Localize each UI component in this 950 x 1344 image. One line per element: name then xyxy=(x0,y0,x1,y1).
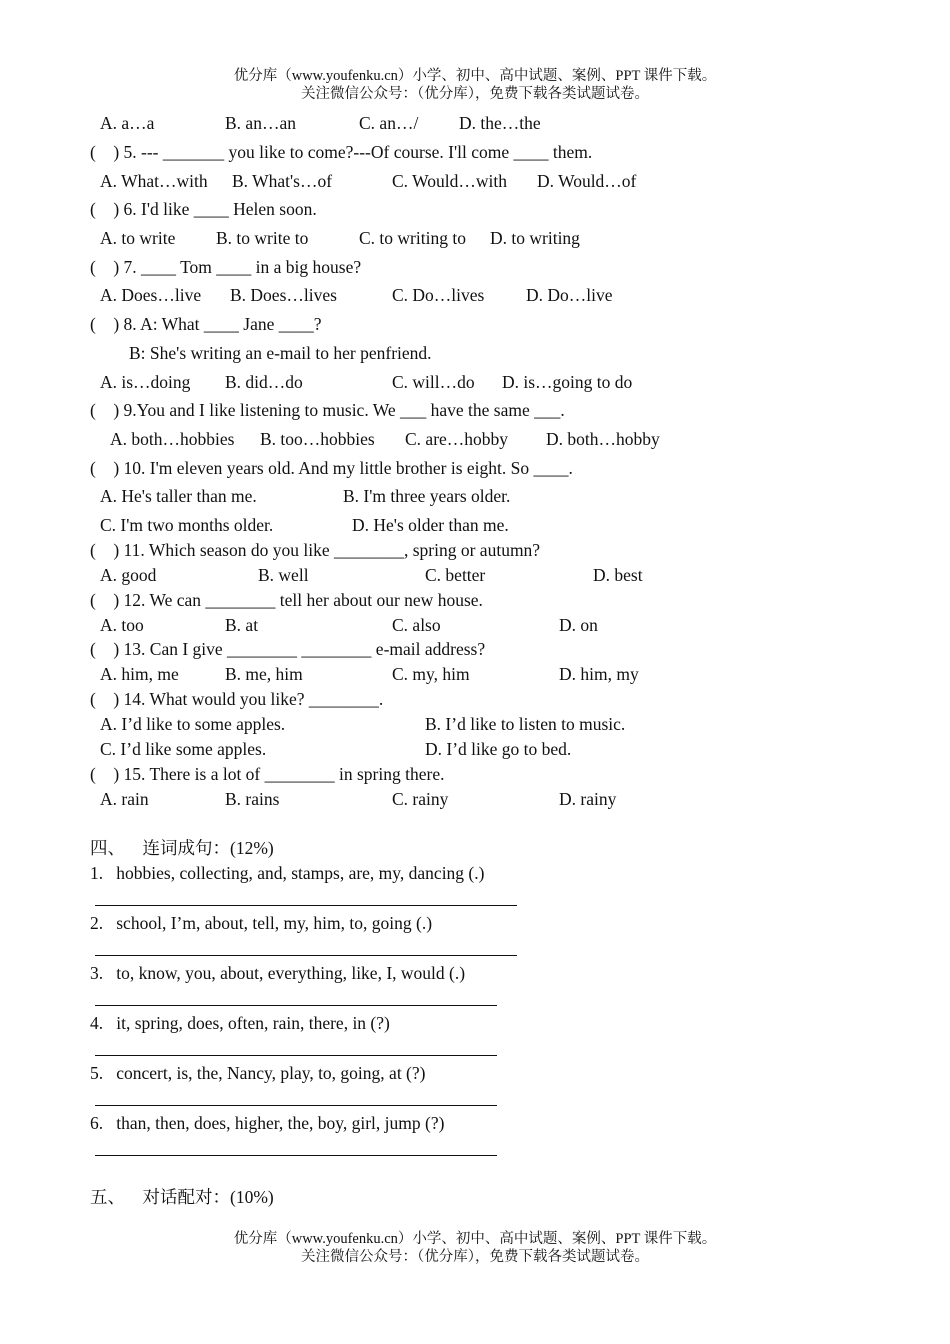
q7-option-d: D. Do…live xyxy=(526,285,613,305)
q7-option-c: C. Do…lives xyxy=(392,285,485,305)
q12-option-b: B. at xyxy=(225,615,259,635)
q4-option-c: C. an…/ xyxy=(359,113,419,133)
section4-item-6: 6. than, then, does, higher, the, boy, girl, jump (?) xyxy=(90,1113,445,1133)
footer-line-2: 关注微信公众号：（优分库），免费下载各类试题试卷。 xyxy=(301,1249,649,1265)
section4-item-1: 1. hobbies, collecting, and, stamps, are, my, dancing (.) xyxy=(90,863,485,883)
q15-stem: ( ) 15. There is a lot of ________ in spring there. xyxy=(90,764,445,784)
q9-stem: ( ) 9.You and I like listening to music. We ___ have the same ___. xyxy=(90,400,565,420)
q11-option-d: D. best xyxy=(593,565,643,585)
q14-option-b: B. I’d like to listen to music. xyxy=(425,714,626,734)
q11-stem: ( ) 11. Which season do you like ________, spring or autumn? xyxy=(90,540,541,560)
q8-option-c: C. will…do xyxy=(392,372,475,392)
q8-option-b: B. did…do xyxy=(225,372,303,392)
q8-option-a: A. is…doing xyxy=(100,372,191,392)
q7-option-a: A. Does…live xyxy=(100,285,202,305)
q15-option-a: A. rain xyxy=(100,789,149,809)
header-line-1: 优分库（www.youfenku.cn）小学、初中、高中试题、案例、PPT 课件下载。 xyxy=(233,68,717,84)
q9-option-d: D. both…hobby xyxy=(546,429,660,449)
q5-option-a: A. What…with xyxy=(100,171,208,191)
q9-option-b: B. too…hobbies xyxy=(260,429,375,449)
q13-option-d: D. him, my xyxy=(559,664,639,684)
q13-option-c: C. my, him xyxy=(392,664,470,684)
footer-line-1: 优分库（www.youfenku.cn）小学、初中、高中试题、案例、PPT 课件下载。 xyxy=(233,1231,717,1247)
q6-option-c: C. to writing to xyxy=(359,228,466,248)
q6-option-b: B. to write to xyxy=(216,228,309,248)
section4-item-5: 5. concert, is, the, Nancy, play, to, going, at (?) xyxy=(90,1063,426,1083)
q5-option-d: D. Would…of xyxy=(537,171,637,191)
q13-stem: ( ) 13. Can I give ________ ________ e-mail address? xyxy=(90,639,486,659)
q5-stem: ( ) 5. --- _______ you like to come?---Of course. I'll come ____ them. xyxy=(90,142,593,162)
q12-option-d: D. on xyxy=(559,615,598,635)
q10-option-a: A. He's taller than me. xyxy=(100,486,257,506)
q10-option-b: B. I'm three years older. xyxy=(343,486,511,506)
answer-line-6[interactable] xyxy=(95,1155,497,1156)
q14-option-d: D. I’d like go to bed. xyxy=(425,739,572,759)
q5-option-b: B. What's…of xyxy=(232,171,333,191)
q7-stem: ( ) 7. ____ Tom ____ in a big house? xyxy=(90,257,362,277)
header-line-2: 关注微信公众号：（优分库），免费下载各类试题试卷。 xyxy=(301,86,649,102)
q13-option-b: B. me, him xyxy=(225,664,303,684)
section4-heading: 四、 连词成句：(12%) xyxy=(90,838,274,858)
q7-option-b: B. Does…lives xyxy=(230,285,337,305)
q11-option-b: B. well xyxy=(258,565,309,585)
q10-option-c: C. I'm two months older. xyxy=(100,515,274,535)
section5-heading: 五、 对话配对：(10%) xyxy=(90,1187,274,1207)
q11-option-a: A. good xyxy=(100,565,157,585)
answer-line-5[interactable] xyxy=(95,1105,497,1106)
section4-item-3: 3. to, know, you, about, everything, like, I, would (.) xyxy=(90,963,466,983)
q10-stem: ( ) 10. I'm eleven years old. And my little brother is eight. So ____. xyxy=(90,458,573,478)
q12-stem: ( ) 12. We can ________ tell her about our new house. xyxy=(90,590,483,610)
q13-option-a: A. him, me xyxy=(100,664,179,684)
q6-option-d: D. to writing xyxy=(490,228,580,248)
answer-line-3[interactable] xyxy=(95,1005,497,1006)
answer-line-1[interactable] xyxy=(95,905,517,906)
q15-option-b: B. rains xyxy=(225,789,280,809)
q15-option-d: D. rainy xyxy=(559,789,617,809)
q11-option-c: C. better xyxy=(425,565,486,585)
section4-item-2: 2. school, I’m, about, tell, my, him, to, going (.) xyxy=(90,913,433,933)
q14-option-a: A. I’d like to some apples. xyxy=(100,714,286,734)
q9-option-a: A. both…hobbies xyxy=(110,429,235,449)
q8-option-d: D. is…going to do xyxy=(502,372,633,392)
q10-option-d: D. He's older than me. xyxy=(352,515,509,535)
q4-option-a: A. a…a xyxy=(100,113,155,133)
q4-option-d: D. the…the xyxy=(459,113,541,133)
q14-stem: ( ) 14. What would you like? ________. xyxy=(90,689,384,709)
section4-item-4: 4. it, spring, does, often, rain, there, in (?) xyxy=(90,1013,390,1033)
q4-option-b: B. an…an xyxy=(225,113,296,133)
q8-dialog-b: B: She's writing an e-mail to her penfriend. xyxy=(129,343,432,363)
q5-option-c: C. Would…with xyxy=(392,171,507,191)
answer-line-4[interactable] xyxy=(95,1055,497,1056)
q12-option-c: C. also xyxy=(392,615,441,635)
q15-option-c: C. rainy xyxy=(392,789,449,809)
q9-option-c: C. are…hobby xyxy=(405,429,509,449)
q8-stem: ( ) 8. A: What ____ Jane ____? xyxy=(90,314,322,334)
q12-option-a: A. too xyxy=(100,615,144,635)
q6-option-a: A. to write xyxy=(100,228,176,248)
q6-stem: ( ) 6. I'd like ____ Helen soon. xyxy=(90,199,317,219)
answer-line-2[interactable] xyxy=(95,955,517,956)
q14-option-c: C. I’d like some apples. xyxy=(100,739,267,759)
